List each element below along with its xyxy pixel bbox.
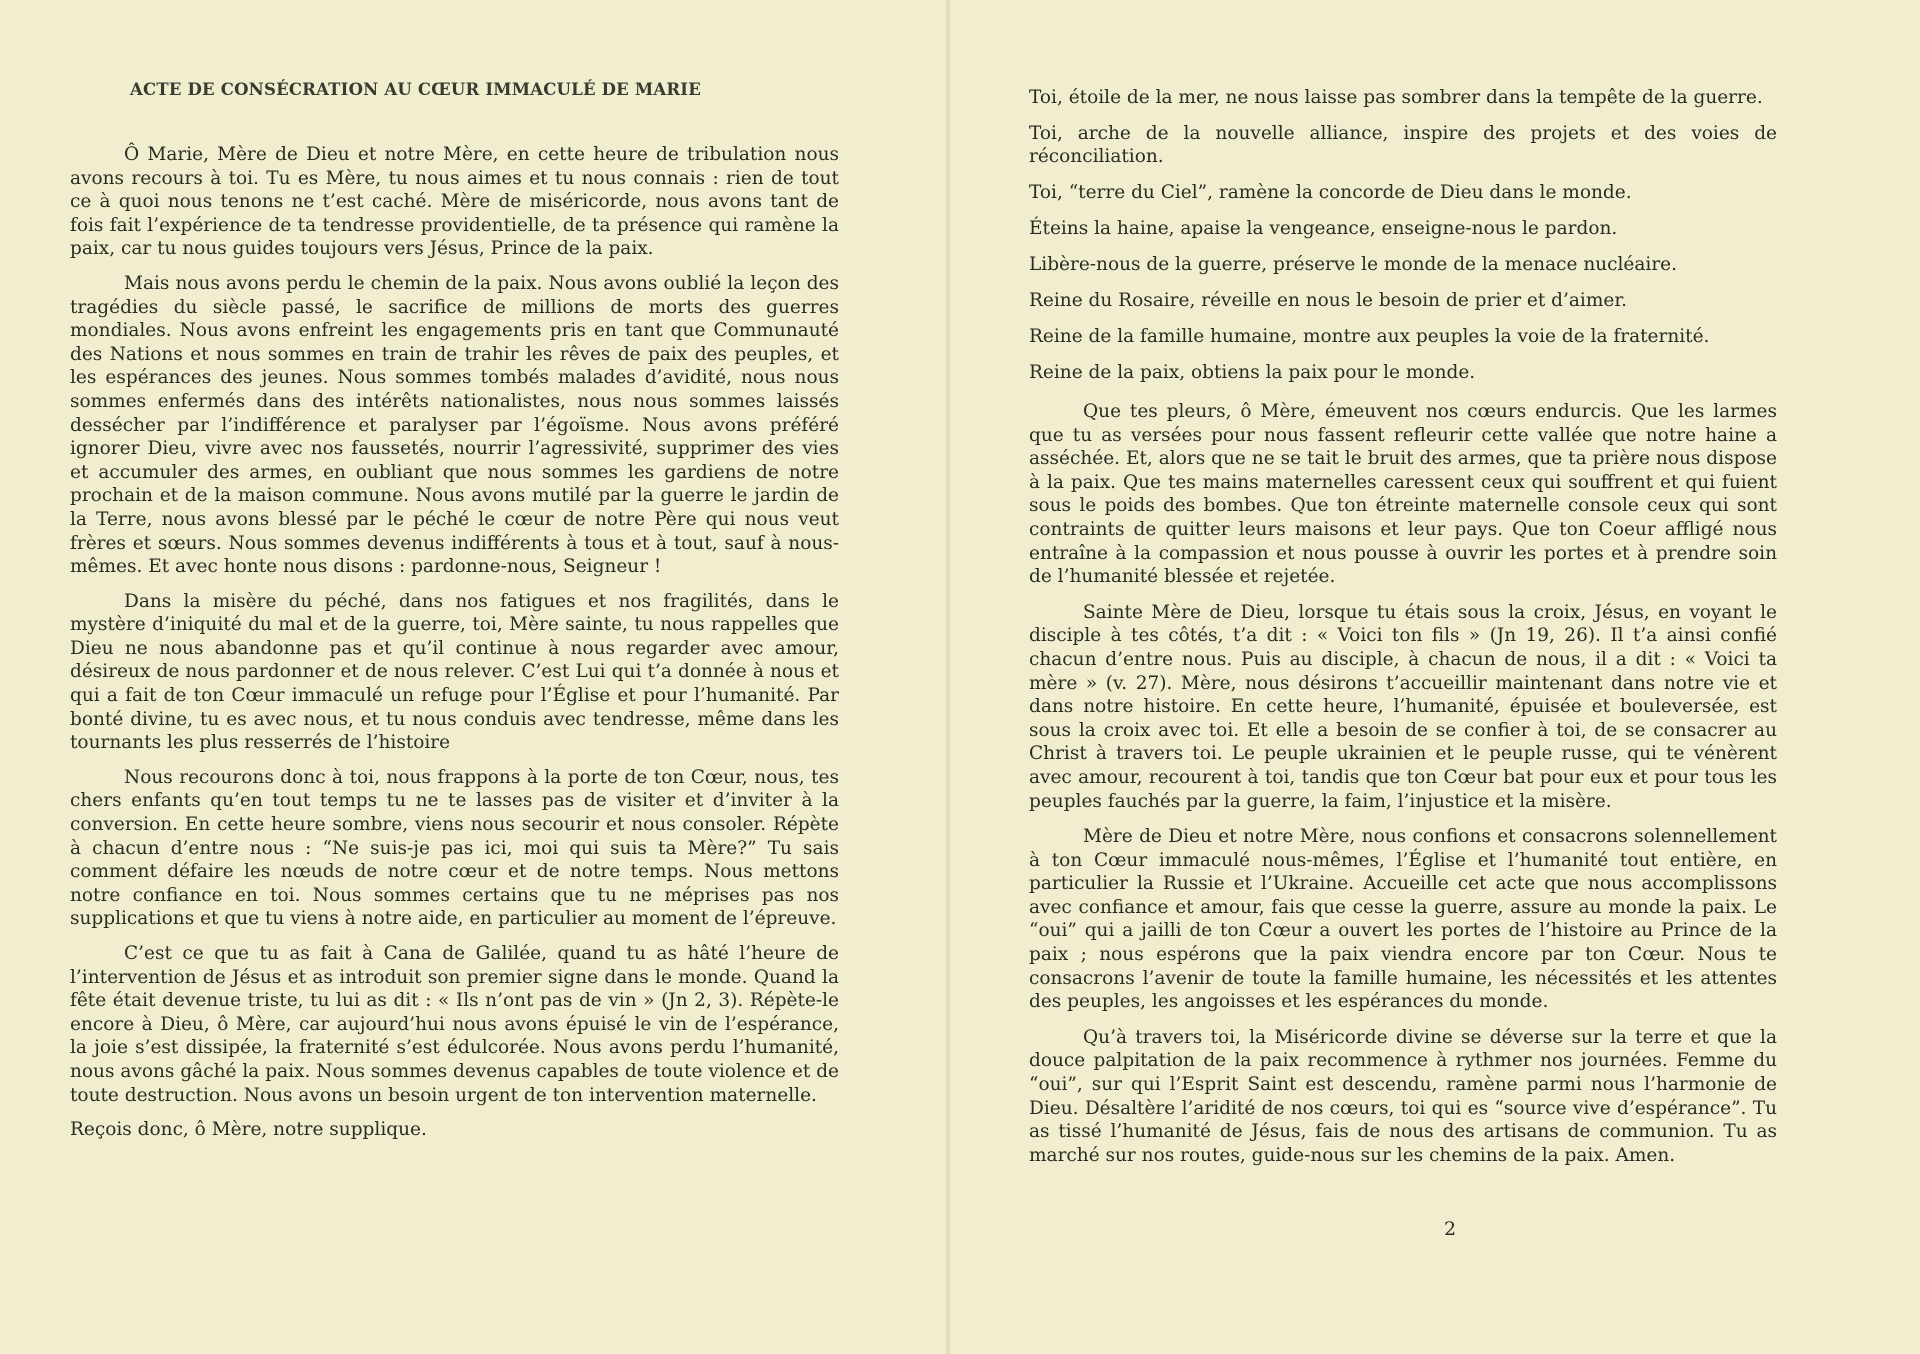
invocation-extinguish-hatred: Éteins la haine, apaise la vengeance, enseigne-nous le pardon. (1029, 218, 1618, 239)
paragraph-under-cross: Sainte Mère de Dieu, lorsque tu étais sous la croix, Jésus, en voyant le disciple à tes côtés, t’a dit : « Voici ton fils » (Jn 19, 26). Il t’a ainsi confié chacun d’entre nous. Puis au disciple, à chacun de nous, il a dit : « Voici ta mère » (v. 27). Mère, nous désirons t’accueillir maintenant dans notre vie et dans notre histoire. En cette heure, l’humanité, épuisée et bouleversée, est sous la croix avec toi. Et elle a besoin de se confier à toi, de se consacrer au Christ à travers toi. Le peuple ukrainien et le peuple russe, qui te vénèrent avec amour, recourent à toi, tandis que ton Cœur bat pour eux et pour tous les peuples fauchés par la guerre, la faim, l’injustice et la misère. (1029, 601, 1777, 812)
paragraph-intro: Ô Marie, Mère de Dieu et notre Mère, en cette heure de tribulation nous avons recours à toi. Tu es Mère, tu nous aimes et tu nous connais : rien de tout ce à quoi nous tenons ne t’est caché. Mère de miséricorde, nous avons tant de fois fait l’expérience de ta tendresse providentielle, de ta présence qui ramène la paix, car tu nous guides toujours vers Jésus, Prince de la paix. (70, 144, 839, 260)
paragraph-mercy: Qu’à travers toi, la Miséricorde divine se déverse sur la terre et que la douce palpitation de la paix recommence à rythmer nos journées. Femme du “oui”, sur qui l’Esprit Saint est descendu, ramène parmi nous l’harmonie de Dieu. Désaltère l’aridité de nos cœurs, toi qui es “source vive d’espérance”. Tu as tissé l’humanité de Jésus, fais de nous des artisans de communion. Tu as marché sur nos routes, guide-nous sur les chemins de la paix. Amen. (1029, 1026, 1777, 1166)
page-number: 2 (1443, 1218, 1457, 1240)
invocation-ark: Toi, arche de la nouvelle alliance, inspire des projets et des voies de réconciliation. (1029, 123, 1777, 167)
left-page (0, 0, 946, 1354)
invocation-queen-family: Reine de la famille humaine, montre aux peuples la voie de la fraternité. (1029, 326, 1710, 347)
invocation-queen-peace: Reine de la paix, obtiens la paix pour le monde. (1029, 362, 1476, 383)
paragraph-lost-peace: Mais nous avons perdu le chemin de la paix. Nous avons oublié la leçon des tragédies du siècle passé, le sacrifice de millions de morts des guerres mondiales. Nous avons enfreint les engagements pris en tant que Communauté des Nations et nous sommes en train de trahir les rêves de paix des peuples, et les espérances des jeunes. Nous sommes tombés malades d’avidité, nous nous sommes enfermés dans des intérêts nationalistes, nous nous sommes laissés dessécher par l’indifférence et paralyser par l’égoïsme. Nous avons préféré ignorer Dieu, vivre avec nos faussetés, nourrir l’agressivité, supprimer des vies et accumuler des armes, en oubliant que nous sommes les gardiens de notre prochain et de la maison commune. Nous avons mutilé par la guerre le jardin de la Terre, nous avons blessé par le péché le cœur de notre Père qui nous veut frères et sœurs. Nous sommes devenus indifférents à tous et à tout, sauf à nous-mêmes. Et avec honte nous disons : pardonne-nous, Seigneur ! (70, 272, 839, 578)
paragraph-consecration: Mère de Dieu et notre Mère, nous confions et consacrons solennellement à ton Cœur immaculé nous-mêmes, l’Église et l’humanité tout entière, en particulier la Russie et l’Ukraine. Accueille cet acte que nous accomplissons avec confiance et amour, fais que cesse la guerre, assure au monde la paix. Le “oui” qui a jailli de ton Cœur a ouvert les portes de l’histoire au Prince de la paix ; nous espérons que la paix viendra encore par ton Cœur. Nous te consacrons l’avenir de toute la famille humaine, les nécessités et les attentes des peuples, les angoisses et les espérances du monde. (1029, 826, 1777, 1013)
paragraph-tears: Que tes pleurs, ô Mère, émeuvent nos cœurs endurcis. Que les larmes que tu as versées pour nous fassent refleurir cette vallée que notre haine a asséchée. Et, alors que ne se tait le bruit des armes, que ta prière nous dispose à la paix. Que tes mains maternelles caressent ceux qui souffrent et qui fuient sous le poids des bombes. Que ton étreinte maternelle console ceux qui sont contraints de quitter leurs maisons et leur pays. Que ton Coeur affligé nous entraîne à la compassion et nous pousse à ouvrir les portes et à prendre soin de l’humanité blessée et rejetée. (1029, 401, 1777, 588)
document-title: ACTE DE CONSÉCRATION AU CŒUR IMMACULÉ DE MARIE (130, 80, 701, 99)
right-page (950, 0, 1920, 1354)
invocation-star-of-sea: Toi, étoile de la mer, ne nous laisse pas sombrer dans la tempête de la guerre. (1029, 87, 1763, 108)
paragraph-recourse: Nous recourons donc à toi, nous frappons à la porte de ton Cœur, nous, tes chers enfants qu’en tout temps tu ne te lasses pas de visiter et d’inviter à la conversion. En cette heure sombre, viens nous secourir et nous consoler. Répète à chacun d’entre nous : “Ne suis-je pas ici, moi qui suis ta Mère?” Tu sais comment défaire les nœuds de notre cœur et de notre temps. Nous mettons notre confiance en toi. Nous sommes certains que tu ne méprises pas nos supplications et que tu viens à notre aide, en particulier au moment de l’épreuve. (70, 766, 839, 930)
invocation-land-of-heaven: Toi, “terre du Ciel”, ramène la concorde de Dieu dans le monde. (1029, 182, 1632, 203)
paragraph-cana: C’est ce que tu as fait à Cana de Galilée, quand tu as hâté l’heure de l’intervention de Jésus et as introduit son premier signe dans le monde. Quand la fête était devenue triste, tu lui as dit : « Ils n’ont pas de vin » (Jn 2, 3). Répète-le encore à Dieu, ô Mère, car aujourd’hui nous avons épuisé le vin de l’espérance, la joie s’est dissipée, la fraternité s’est édulcorée. Nous avons perdu l’humanité, nous avons gâché la paix. Nous sommes devenus capables de toute violence et de toute destruction. Nous avons un besoin urgent de ton intervention maternelle. (70, 943, 839, 1106)
paragraph-misery-of-sin: Dans la misère du péché, dans nos fatigues et nos fragilités, dans le mystère d’iniquité du mal et de la guerre, toi, Mère sainte, tu nous rappelles que Dieu ne nous abandonne pas et qu’il continue à nous regarder avec amour, désireux de nous pardonner et de nous relever. C’est Lui qui t’a donnée à nous et qui a fait de ton Cœur immaculé un refuge pour l’Église et pour l’humanité. Par bonté divine, tu es avec nous, et tu nous conduis avec tendresse, même dans les tournants les plus resserrés de l’histoire (70, 590, 839, 754)
paragraph-supplication: Reçois donc, ô Mère, notre supplique. (70, 1119, 427, 1141)
invocation-queen-rosary: Reine du Rosaire, réveille en nous le besoin de prier et d’aimer. (1029, 290, 1628, 311)
invocation-free-from-war: Libère-nous de la guerre, préserve le monde de la menace nucléaire. (1029, 254, 1677, 275)
